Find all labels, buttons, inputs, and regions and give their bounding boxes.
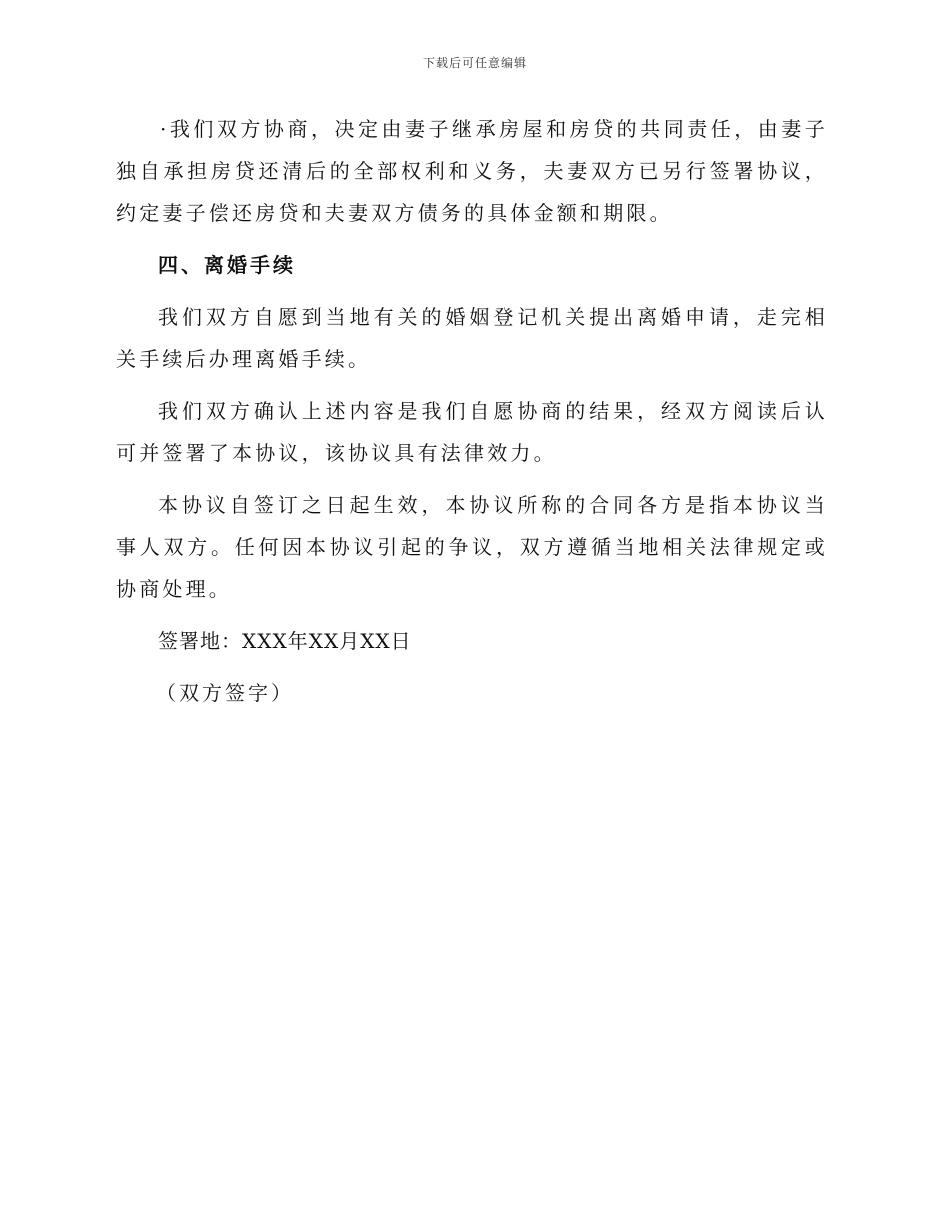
page-header: 下载后可任意编辑	[422, 56, 527, 70]
signature-note: （双方签字）	[156, 681, 294, 705]
paragraph-divorce-application: 我们双方自愿到当地有关的婚姻登记机关提出离婚申请，走完相关手续后办理离婚手续。	[116, 305, 828, 371]
paragraph-effective-date: 本协议自签订之日起生效，本协议所称的合同各方是指本协议当事人双方。任何因本协议引起的争议，双方遵循当地相关法律规定或协商处理。	[116, 493, 828, 601]
section-heading-divorce-procedure: 四、离婚手续	[158, 253, 296, 277]
paragraph-confirmation: 我们双方确认上述内容是我们自愿协商的结果，经双方阅读后认可并签署了本协议，该协议具有法律效力。	[116, 399, 828, 465]
paragraph-property-responsibility: ·我们双方协商，决定由妻子继承房屋和房贷的共同责任，由妻子独自承担房贷还清后的全部权利和义务，夫妻双方已另行签署协议，约定妻子偿还房贷和夫妻双方债务的具体金额和期限。	[116, 117, 828, 225]
document-body	[116, 108, 828, 714]
signing-place-date: 签署地：XXX年XX月XX日	[158, 629, 412, 653]
